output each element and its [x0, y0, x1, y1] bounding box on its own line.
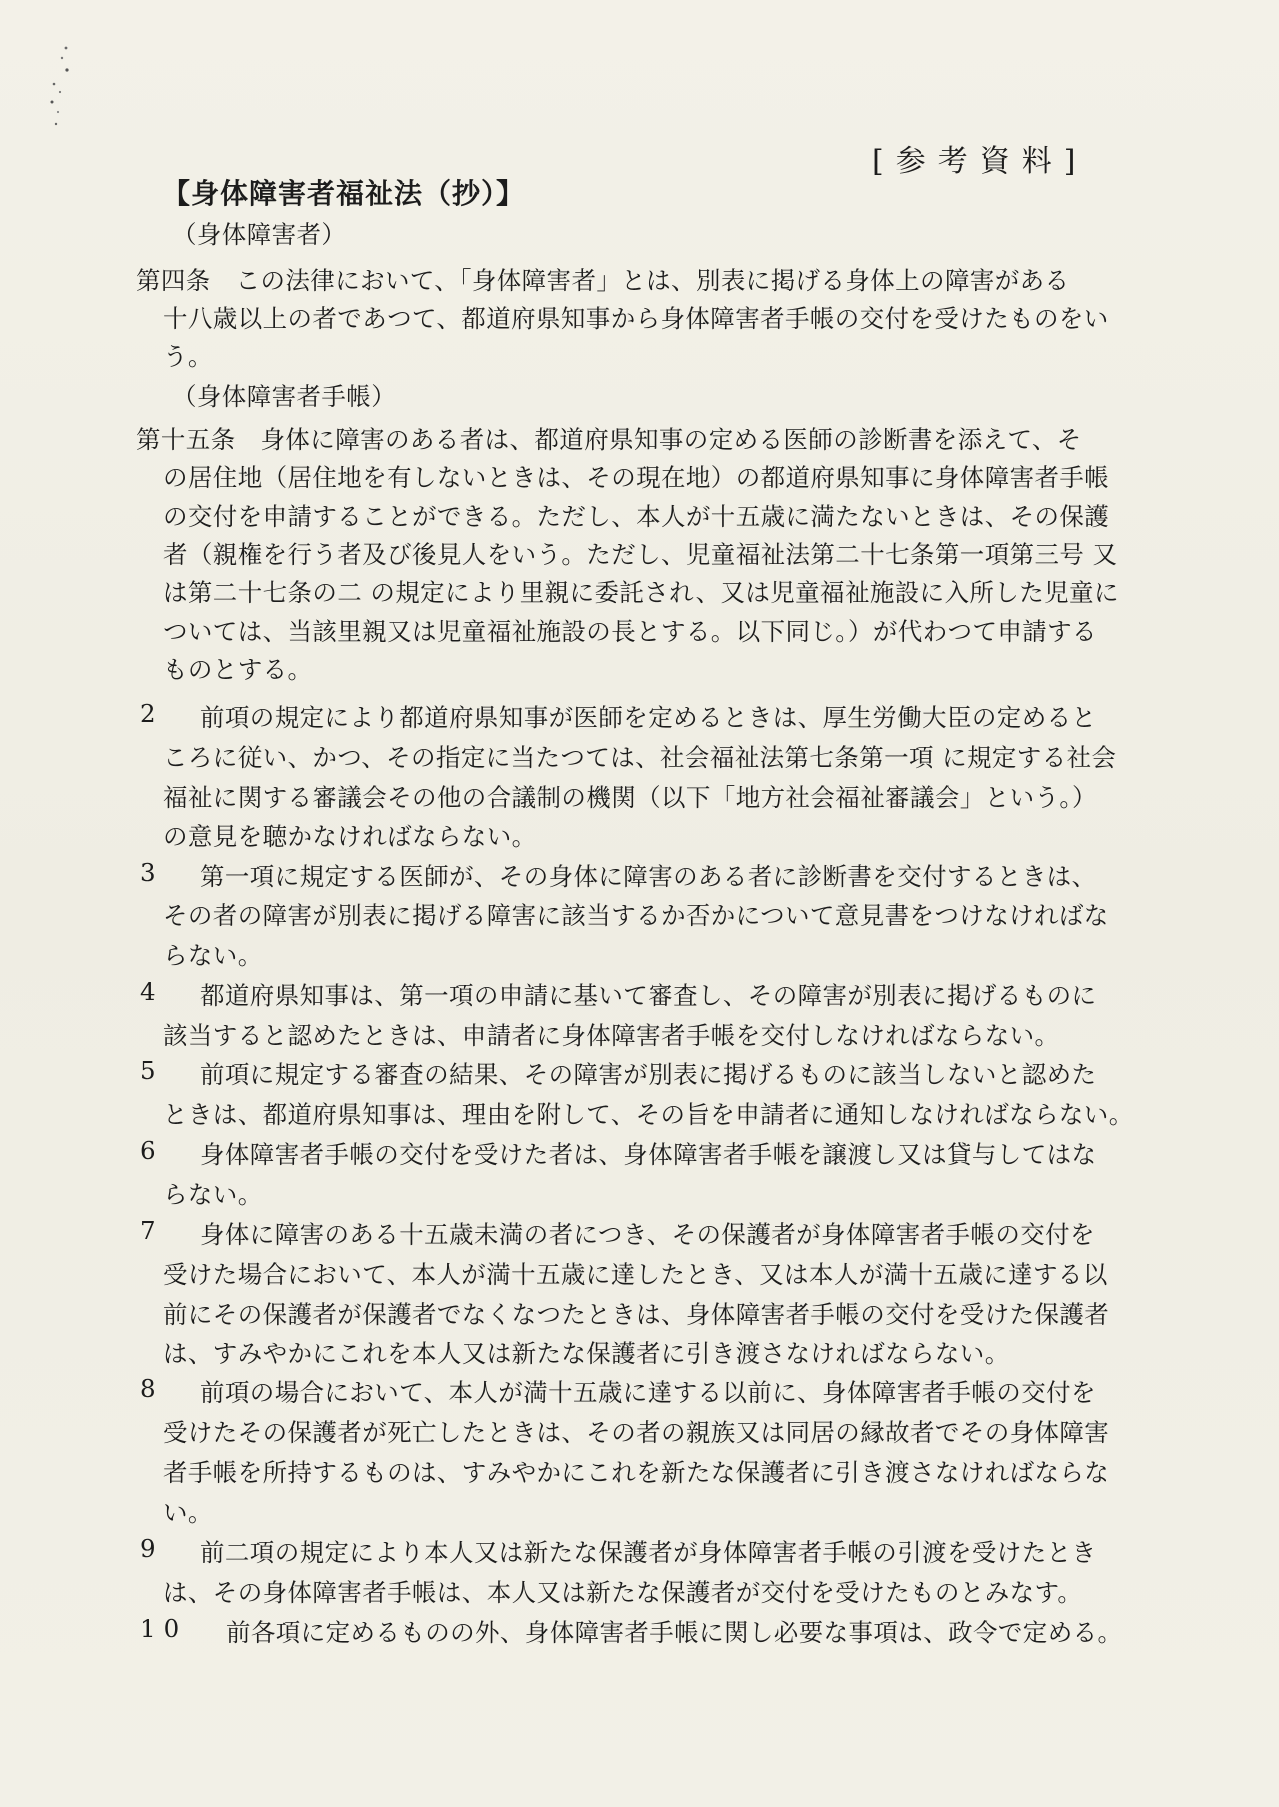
- paragraph-number: 8: [140, 1374, 156, 1403]
- paragraph-line: その者の障害が別表に掲げる障害に該当するか否かについて意見書をつけなければな: [163, 901, 1109, 930]
- paragraph-line: 受けた場合において、本人が満十五歳に達したとき、又は本人が満十五歳に達する以: [163, 1260, 1108, 1289]
- margin-speckles: [40, 40, 70, 130]
- paragraph-line: 前二項の規定により本人又は新たな保護者が身体障害者手帳の引渡を受けたとき: [200, 1538, 1097, 1567]
- article15-line: は第二十七条の二 の規定により里親に委託され、又は児童福祉施設に入所した児童に: [163, 578, 1119, 607]
- paragraph-line: 身体に障害のある十五歳未満の者につき、その保護者が身体障害者手帳の交付を: [200, 1220, 1095, 1249]
- paragraph-line: らない。: [163, 1180, 263, 1209]
- paragraph-line: 前項の場合において、本人が満十五歳に達する以前に、身体障害者手帳の交付を: [200, 1378, 1096, 1407]
- paragraph-line: 受けたその保護者が死亡したときは、その者の親族又は同居の縁故者でその身体障害: [163, 1418, 1110, 1447]
- paragraph-line: 前各項に定めるものの外、身体障害者手帳に関し必要な事項は、政令で定める。: [226, 1618, 1123, 1647]
- article4-line: 十八歳以上の者であつて、都道府県知事から身体障害者手帳の交付を受けたものをい: [163, 304, 1109, 333]
- paragraph-number: 2: [140, 699, 156, 728]
- paragraph-number: 4: [140, 977, 156, 1006]
- article15-line: ものとする。: [163, 655, 313, 684]
- paragraph-line: 第一項に規定する医師が、その身体に障害のある者に診断書を交付するときは、: [200, 862, 1097, 891]
- article15-line: の交付を申請することができる。ただし、本人が十五歳に満たないときは、その保護: [163, 502, 1110, 531]
- article4-line: 第四条 この法律において、「身体障害者」とは、別表に掲げる身体上の障害がある: [136, 266, 1070, 295]
- article4-caption: （身体障害者）: [172, 220, 347, 249]
- paragraph-line: ときは、都道府県知事は、理由を附して、その旨を申請者に通知しなければならない。: [163, 1100, 1134, 1129]
- paragraph-number: 6: [140, 1136, 156, 1165]
- reference-label: [参考資料]: [872, 144, 1088, 179]
- paragraph-line: 前項に規定する審査の結果、その障害が別表に掲げるものに該当しないと認めた: [200, 1060, 1097, 1089]
- article15-line: 者（親権を行う者及び後見人をいう。ただし、児童福祉法第二十七条第一項第三号 又: [163, 540, 1118, 569]
- paragraph-line: は、その身体障害者手帳は、本人又は新たな保護者が交付を受けたものとみなす。: [163, 1578, 1083, 1607]
- paragraph-number: 9: [140, 1534, 156, 1563]
- paragraph-number: 10: [140, 1614, 188, 1643]
- article15-line: 第十五条 身体に障害のある者は、都道府県知事の定める医師の診断書を添えて、そ: [136, 425, 1082, 454]
- paragraph-line: は、すみやかにこれを本人又は新たな保護者に引き渡さなければならない。: [163, 1339, 1010, 1368]
- paragraph-line: 前にその保護者が保護者でなくなつたときは、身体障害者手帳の交付を受けた保護者: [163, 1300, 1110, 1329]
- article15-caption: （身体障害者手帳）: [172, 382, 397, 411]
- paragraph-number: 5: [140, 1056, 156, 1085]
- paragraph-line: 身体障害者手帳の交付を受けた者は、身体障害者手帳を譲渡し又は貸与してはな: [200, 1140, 1097, 1169]
- paragraph-number: 3: [140, 858, 156, 887]
- paragraph-line: 福祉に関する審議会その他の合議制の機関（以下「地方社会福祉審議会」という。）: [163, 783, 1097, 812]
- paragraph-line: い。: [163, 1498, 213, 1527]
- paragraph-line: 前項の規定により都道府県知事が医師を定めるときは、厚生労働大臣の定めると: [200, 703, 1097, 732]
- paragraph-line: 者手帳を所持するものは、すみやかにこれを新たな保護者に引き渡さなければならな: [163, 1458, 1110, 1487]
- paragraph-number: 7: [140, 1216, 156, 1245]
- article4-line: う。: [163, 342, 213, 371]
- paragraph-line: らない。: [163, 941, 263, 970]
- document-title: 【身体障害者福祉法（抄）】: [162, 177, 526, 210]
- paragraph-line: ころに従い、かつ、その指定に当たつては、社会福祉法第七条第一項 に規定する社会: [163, 743, 1117, 772]
- article15-line: の居住地（居住地を有しないときは、その現在地）の都道府県知事に身体障害者手帳: [163, 463, 1110, 492]
- paragraph-line: 該当すると認めたときは、申請者に身体障害者手帳を交付しなければならない。: [163, 1021, 1060, 1050]
- paragraph-line: の意見を聴かなければならない。: [163, 822, 537, 851]
- article15-line: ついては、当該里親又は児童福祉施設の長とする。以下同じ。）が代わつて申請する: [163, 617, 1097, 646]
- paragraph-line: 都道府県知事は、第一項の申請に基いて審査し、その障害が別表に掲げるものに: [200, 981, 1097, 1010]
